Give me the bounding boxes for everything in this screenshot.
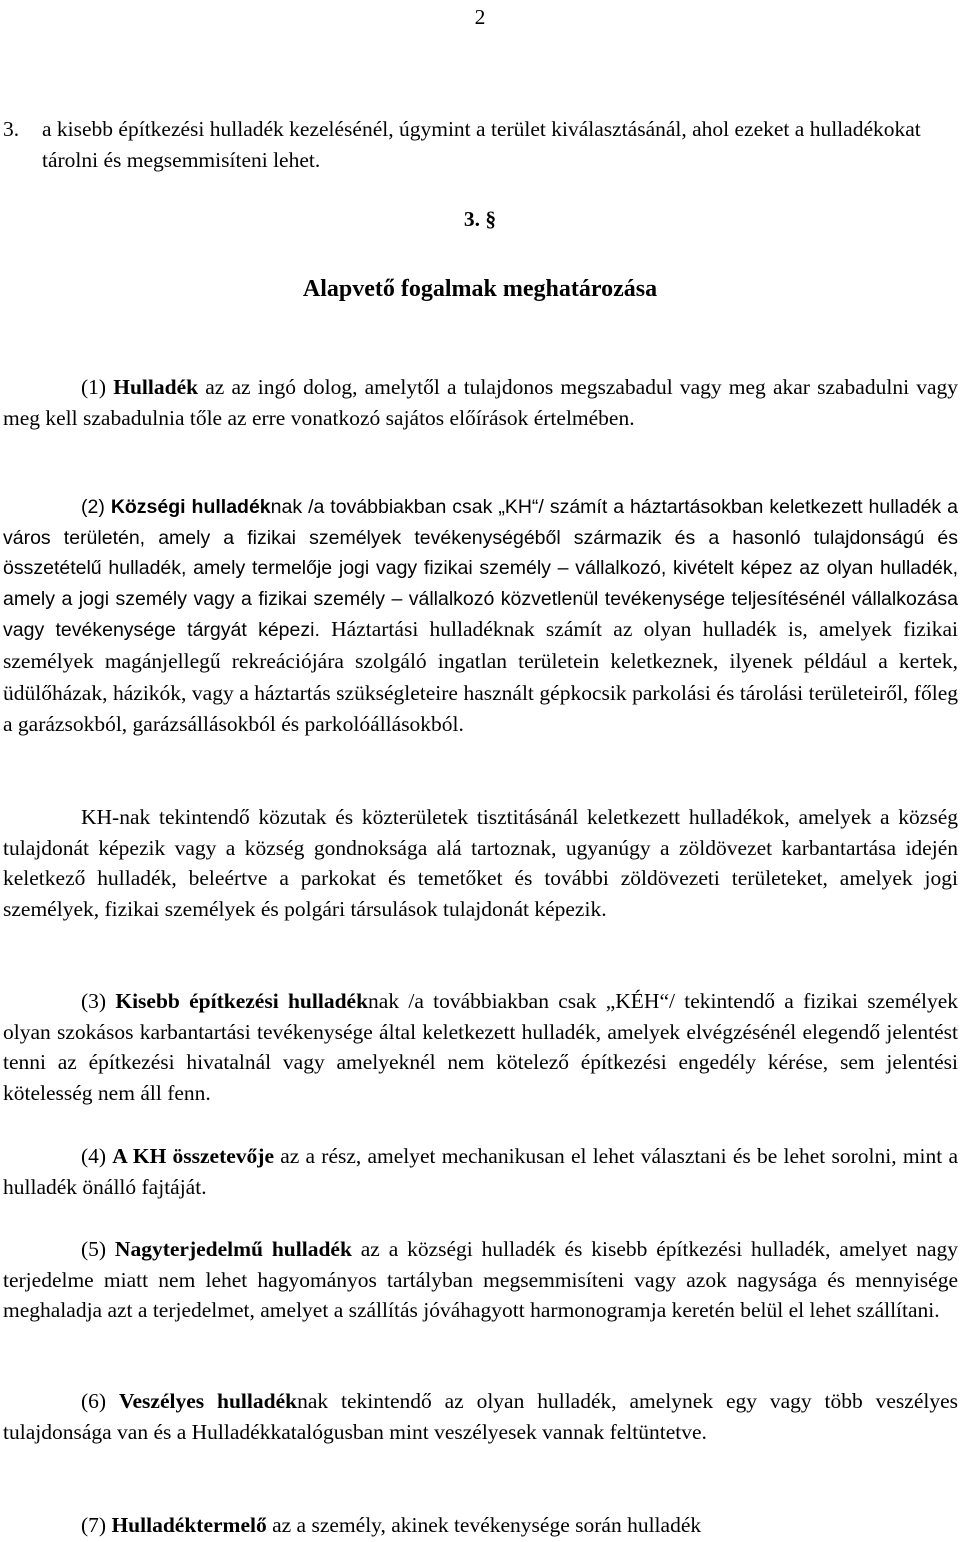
section-number: 3. § xyxy=(463,207,497,231)
paragraph-text: az az ingó dolog, amelytől a tulajdonos megszabadul vagy meg akar szabadulni vagy meg kell szabadulnia tőle az erre vonatkozó sajátos előírások értelmében. xyxy=(3,375,958,430)
paragraph-prefix: (2) xyxy=(81,496,111,518)
paragraph-5 xyxy=(3,1234,958,1326)
paragraph-2 xyxy=(3,492,958,741)
paragraph-prefix: (3) xyxy=(81,989,116,1013)
list-item xyxy=(3,114,958,175)
defined-term: Veszélyes hulladék xyxy=(118,1389,298,1413)
paragraph-4 xyxy=(3,1141,958,1202)
defined-term: Nagyterjedelmű hulladék xyxy=(114,1237,352,1261)
paragraph-6 xyxy=(3,1386,958,1447)
paragraph-text: nak tekintendő az olyan hulladék, amelynek egy vagy több veszélyes tulajdonsága van és a Hulladékkatalógusban mint veszélyesek vannak feltüntetve. xyxy=(3,1389,958,1444)
paragraph-text: KH-nak tekintendő közutak és közterületek tisztitásánál keletkezett hulladékok, amelyek a község tulajdonát képezik vagy a község gondnoksága alá tartoznak, ugyanúgy a zöldövezet karbantartása idején keletkező hulladék, beleértve a parkokat és temetőket és további zöldövezeti területeket, amelyek jogi személyek, fizikai személyek és polgári társulások tulajdonát képezik. xyxy=(3,805,958,921)
paragraph-text: az a községi hulladék és kisebb építkezési hulladék, amelyet nagy terjedelme miatt nem lehet hagyományos tartályban megsemmisíteni vagy azok nagysága és mennyisége meghaladja azt a terjedelmet, amelyet a szállítás jóváhagyott harmonogramja keretén belül el lehet szállítani. xyxy=(3,1237,958,1323)
list-item-number: 3. xyxy=(3,117,20,141)
defined-term: Községi hulladék xyxy=(110,496,271,518)
paragraph-7 xyxy=(3,1510,958,1541)
paragraph-prefix: (1) xyxy=(81,375,114,399)
section-title: Alapvető fogalmak meghatározása xyxy=(302,276,658,302)
paragraph-prefix: (6) xyxy=(81,1389,119,1413)
paragraph-text: nak /a továbbiakban csak „KH“/ számít a háztartásokban keletkezett hulladék a város területén, amely a fizikai személyek tevékenységéből származik és a hasonló tulajdonságú és összetételű hulladék, amely termelője jogi vagy fizikai személy – vállalkozó, kivételt képez az olyan hulladék, amely a jogi személy vagy a fizikai személy – vállalkozó közvetlenül tevékenysége teljesítésénél vállalkozása vagy tevékenysége tárgyát képezi. xyxy=(3,496,958,642)
paragraph-1 xyxy=(3,372,958,433)
paragraph-text: az a rész, amelyet mechanikusan el lehet választani és be lehet sorolni, mint a hulladék önálló fajtáját. xyxy=(3,1144,959,1199)
paragraph-text-continued: Háztartási hulladéknak számít az olyan hulladék is, amelyek fizikai személyek magánjellegű rekreációjára szolgáló ingatlan területein keletkeznek, ilyenek például a kertek, üdülőházak, házikók, vagy a háztartás szükségleteire használt gépkocsik parkolási és tárolási területeiről, főleg a garázsokból, garázsállásokból és parkolóállásokból. xyxy=(3,617,958,737)
paragraph-text: nak /a továbbiakban csak „KÉH“/ tekintendő a fizikai személyek olyan szokásos karbantartási tevékenysége által keletkezett hulladék, amelyek elvégzésénél elegendő jelentést tenni az építkezési hivatalnál vagy amelyeknél nem kötelező építkezési engedély kérése, sem jelentési kötelesség nem áll fenn. xyxy=(3,989,958,1105)
defined-term: Kisebb építkezési hulladék xyxy=(115,989,369,1013)
paragraph-text: az a személy, akinek tevékenysége során hulladék xyxy=(266,1513,702,1537)
paragraph-3 xyxy=(3,986,958,1108)
list-item-text: a kisebb építkezési hulladék kezelésénél, úgymint a terület kiválasztásánál, ahol ezeket a hulladékokat tárolni és megsemmisíteni lehet. xyxy=(42,117,921,172)
defined-term: Hulladéktermelő xyxy=(111,1513,267,1537)
paragraph-kh xyxy=(3,802,958,924)
defined-term: Hulladék xyxy=(113,375,199,399)
page-number: 2 xyxy=(474,5,486,29)
paragraph-prefix: (7) xyxy=(81,1513,112,1537)
paragraph-prefix: (4) xyxy=(81,1144,113,1168)
paragraph-prefix: (5) xyxy=(81,1237,115,1261)
defined-term: A KH összetevője xyxy=(112,1144,274,1168)
